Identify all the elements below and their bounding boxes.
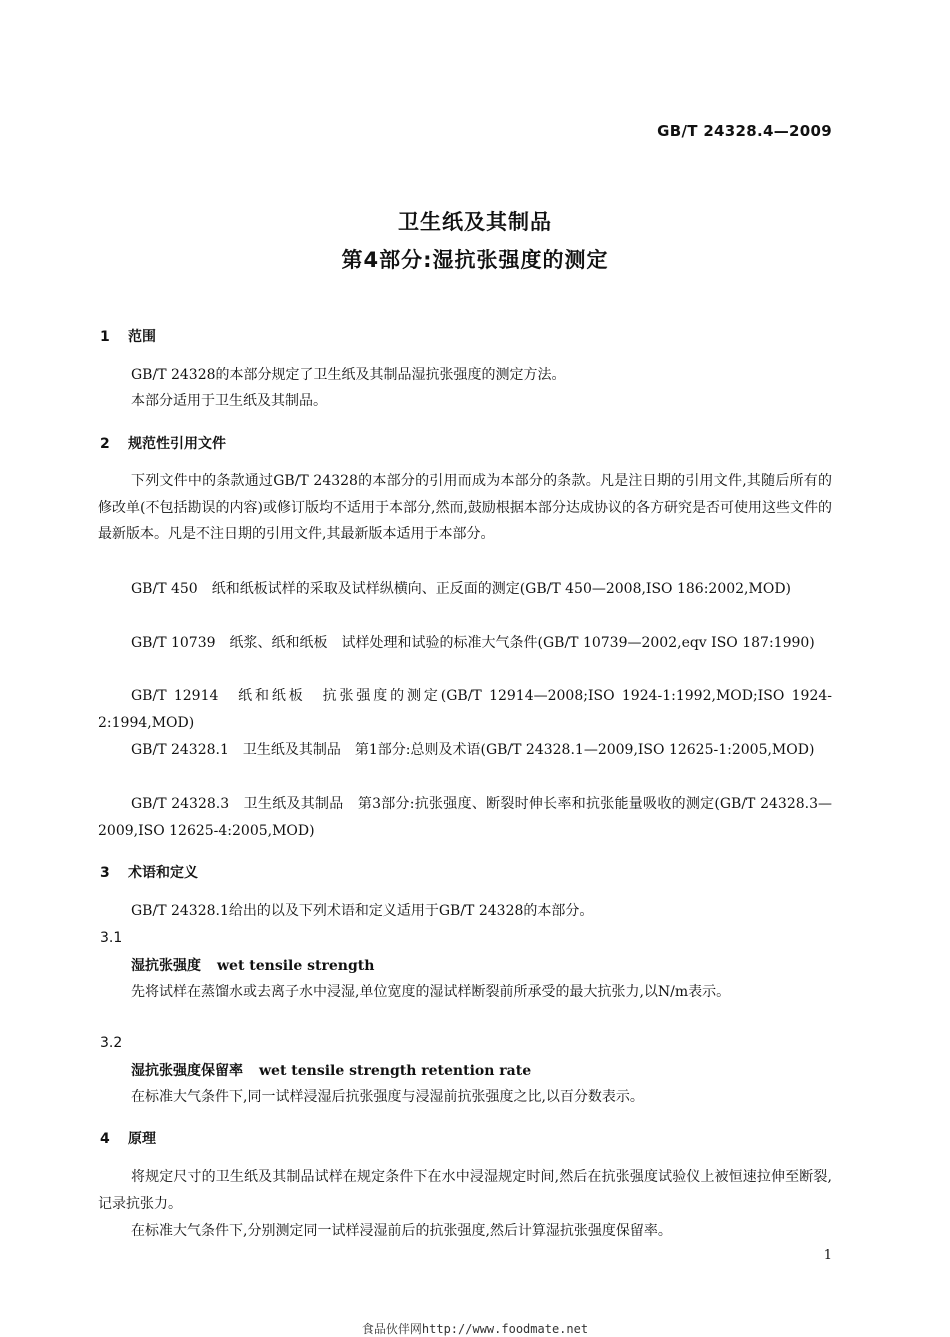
paragraph: 下列文件中的条款通过GB/T 24328的本部分的引用而成为本部分的条款。凡是注日期的引用文件,其随后所有的修改单(不包括勘误的内容)或修订版均不适用于本部分,然而,鼓励根据本部分达成协议的各方研究是否可使用这些文件的最新版本。凡是不注日期的引用文件,其最新版本适用于本部分。 — [98, 473, 832, 542]
section-number: 3 — [100, 865, 110, 881]
section-heading-terms — [100, 862, 198, 882]
section-heading-scope — [100, 326, 156, 346]
term-chinese: 湿抗张强度 — [131, 958, 201, 974]
footer-source: 食品伙伴网http://www.foodmate.net — [361, 1322, 589, 1336]
page-number: 1 — [823, 1248, 832, 1263]
section-title: 规范性引用文件 — [128, 436, 226, 452]
paragraph: 在标准大气条件下,分别测定同一试样浸湿前后的抗张强度,然后计算湿抗张强度保留率。 — [131, 1223, 672, 1239]
paragraph: 将规定尺寸的卫生纸及其制品试样在规定条件下在水中浸湿规定时间,然后在抗张强度试验仪上被恒速拉伸至断裂,记录抗张力。 — [98, 1169, 832, 1212]
section-title: 范围 — [128, 329, 156, 345]
term-number: 3.2 — [100, 1035, 123, 1051]
term-definition: 在标准大气条件下,同一试样浸湿后抗张强度与浸湿前抗张强度之比,以百分数表示。 — [131, 1089, 644, 1105]
paragraph: GB/T 24328的本部分规定了卫生纸及其制品湿抗张强度的测定方法。 — [131, 367, 566, 383]
reference-item: GB/T 10739 纸浆、纸和纸板 试样处理和试验的标准大气条件(GB/T 10739—2002,eqv ISO 187:1990) — [131, 635, 815, 651]
paragraph: 本部分适用于卫生纸及其制品。 — [131, 393, 327, 409]
term-number: 3.1 — [100, 930, 123, 946]
document-subtitle: 第4部分:湿抗张强度的测定 — [341, 248, 609, 272]
reference-item: GB/T 12914 纸和纸板 抗张强度的测定(GB/T 12914—2008;ISO 1924-1:1992,MOD;ISO 1924-2:1994,MOD) — [98, 688, 832, 731]
section-number: 1 — [100, 329, 110, 345]
term-english: wet tensile strength — [217, 958, 375, 974]
term-english: wet tensile strength retention rate — [259, 1063, 532, 1079]
reference-item: GB/T 24328.1 卫生纸及其制品 第1部分:总则及术语(GB/T 24328.1—2009,ISO 12625-1:2005,MOD) — [131, 742, 815, 758]
term-entry — [131, 1060, 531, 1080]
section-number: 2 — [100, 436, 110, 452]
term-definition: 先将试样在蒸馏水或去离子水中浸湿,单位宽度的湿试样断裂前所承受的最大抗张力,以N/m表示。 — [131, 984, 731, 1000]
reference-item: GB/T 450 纸和纸板试样的采取及试样纵横向、正反面的测定(GB/T 450—2008,ISO 186:2002,MOD) — [131, 581, 792, 597]
section-number: 4 — [100, 1131, 110, 1147]
section-heading-principle — [100, 1128, 156, 1148]
section-title: 原理 — [128, 1131, 156, 1147]
reference-item: GB/T 24328.3 卫生纸及其制品 第3部分:抗张强度、断裂时伸长率和抗张能量吸收的测定(GB/T 24328.3—2009,ISO 12625-4:2005,MOD) — [98, 796, 832, 839]
standard-code: GB/T 24328.4—2009 — [657, 122, 832, 140]
section-heading-references — [100, 433, 226, 453]
document-title: 卫生纸及其制品 — [398, 210, 552, 234]
term-entry — [131, 955, 374, 975]
section-title: 术语和定义 — [128, 865, 198, 881]
paragraph: GB/T 24328.1给出的以及下列术语和定义适用于GB/T 24328的本部分。 — [131, 903, 594, 919]
term-chinese: 湿抗张强度保留率 — [131, 1063, 243, 1079]
